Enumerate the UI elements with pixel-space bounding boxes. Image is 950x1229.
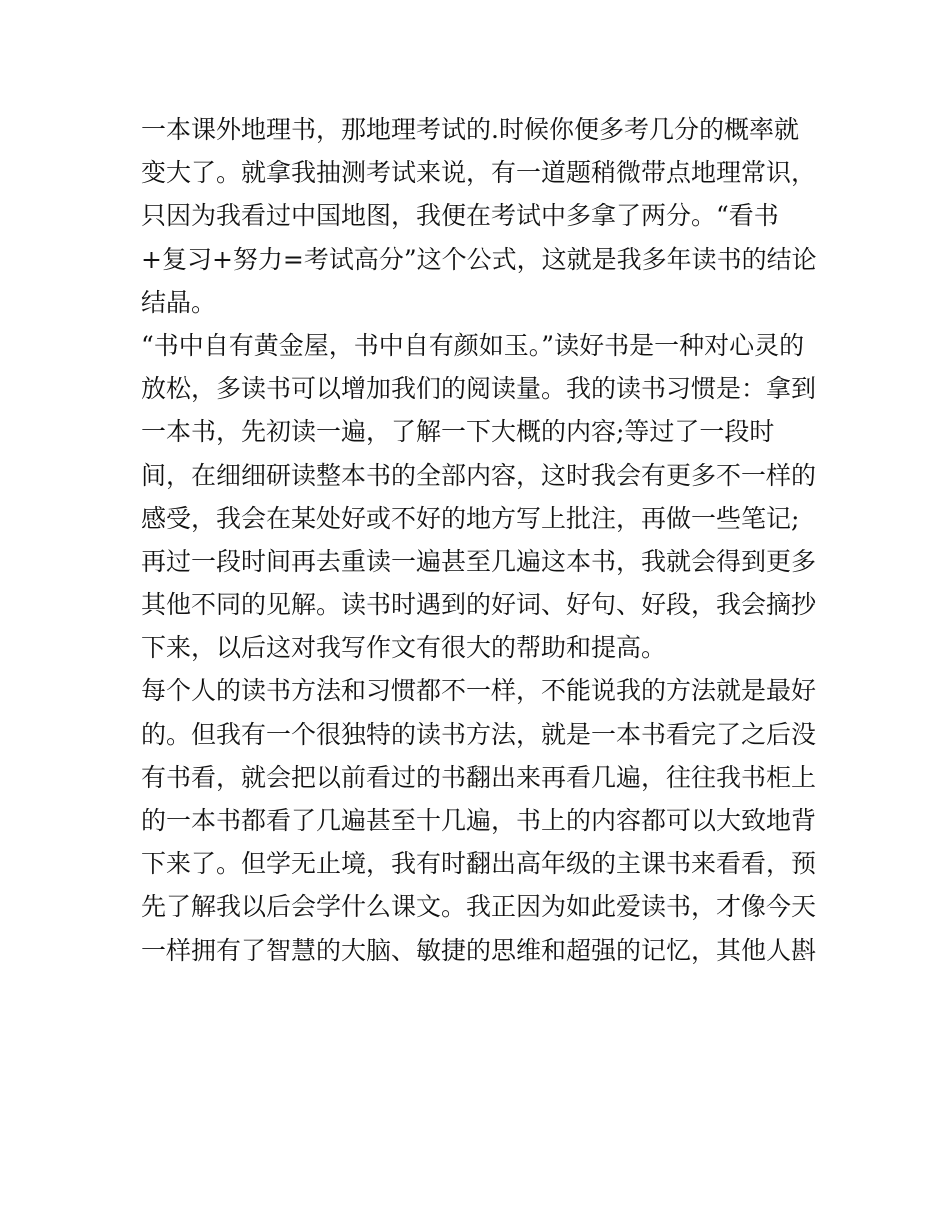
text-line: 再过一段时间再去重读一遍甚至几遍这本书，我就会得到更多 [141, 546, 817, 576]
text-line: 的一本书都看了几遍甚至十几遍，书上的内容都可以大致地背 [141, 806, 817, 835]
text-line: 变大了。就拿我抽测考试来说，有一道题稍微带点地理常识， [141, 158, 817, 188]
text-line: 感受，我会在某处好或不好的地方写上批注，再做一些笔记; [141, 503, 800, 533]
text-line: 只因为我看过中国地图，我便在考试中多拿了两分。“看书 [141, 201, 779, 231]
text-line: 先了解我以后会学什么课文。我正因为如此爱读书，才像今天 [141, 892, 817, 922]
text-line: 间，在细细研读整本书的全部内容，这时我会有更多不一样的 [141, 460, 817, 490]
text-line: 的。但我有一个很独特的读书方法，就是一本书看完了之后没 [141, 719, 817, 749]
text-line: 下来了。但学无止境，我有时翻出高年级的主课书来看看，预 [141, 849, 817, 879]
body-text [141, 108, 821, 972]
text-line: 有书看，就会把以前看过的书翻出来再看几遍，往往我书柜上 [141, 762, 817, 792]
text-line: 结晶。 [141, 287, 217, 317]
text-line: 其他不同的见解。读书时遇到的好词、好句、好段，我会摘抄 [141, 590, 817, 620]
text-line: 一样拥有了智慧的大脑、敏捷的思维和超强的记忆，其他人斟 [141, 935, 817, 965]
text-line: 下来，以后这对我写作文有很大的帮助和提高。 [141, 633, 667, 663]
text-line: 每个人的读书方法和习惯都不一样，不能说我的方法就是最好 [141, 676, 817, 706]
text-line: 一本课外地理书，那地理考试的.时候你便多考几分的概率就 [141, 115, 799, 144]
text-line: “书中自有黄金屋，书中自有颜如玉。”读好书是一种对心灵的 [141, 330, 805, 360]
text-line: 放松，多读书可以增加我们的阅读量。我的读书习惯是：拿到 [141, 374, 817, 404]
text-line: +复习+努力=考试高分”这个公式，这就是我多年读书的结论 [141, 244, 817, 274]
text-line: 一本书，先初读一遍，了解一下大概的内容;等过了一段时 [141, 417, 775, 447]
